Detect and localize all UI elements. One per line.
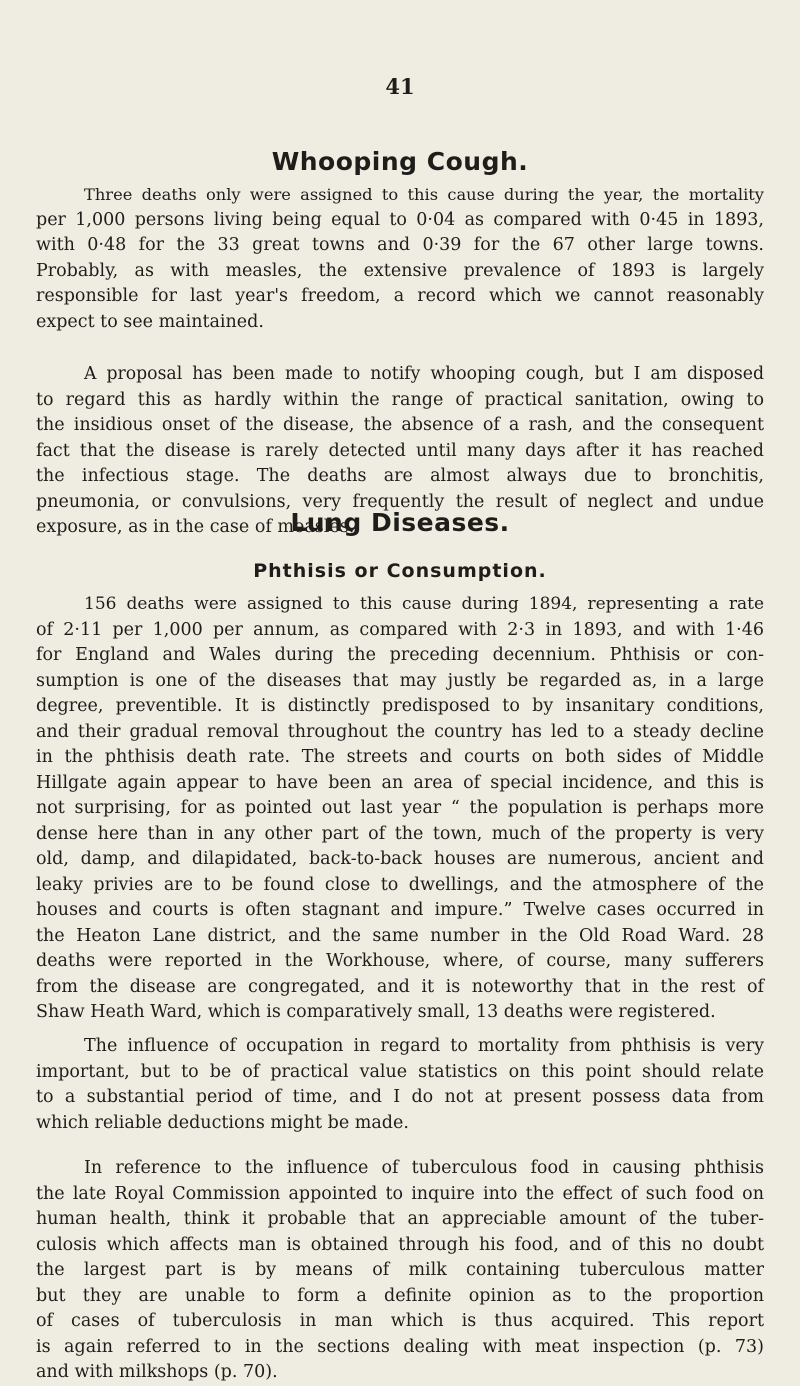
text-line: the insidious onset of the disease, the absence of a rash, and the consequent [36,415,764,435]
text-line: in the phthisis death rate. The streets and courts on both sides of Middle [36,747,764,767]
text-line: fact that the disease is rarely detected until many days after it has reached [36,440,764,461]
text-line: from the disease are congregated, and it is noteworthy that in the rest of [36,976,764,997]
text-line: A proposal has been made to notify whooping cough, but I am disposed [84,364,764,384]
text-line: expect to see maintained. [36,311,264,332]
text-line: old, damp, and dilapidated, back-to-back houses are numerous, ancient and [36,849,764,869]
text-line: Hillgate again appear to have been an area of special incidence, and this is [36,772,764,793]
text-line: the largest part is by means of milk containing tuberculous matter [36,1260,764,1280]
page-number: 41 [385,74,415,99]
text-line: Probably, as with measles, the extensive prevalence of 1893 is largely [36,260,764,281]
text-line: per 1,000 persons living being equal to 0·04 as compared with 0·45 in 1893, [36,209,764,230]
text-line: sumption is one of the diseases that may justly be regarded as, in a large [36,670,764,691]
text-line: human health, think it probable that an appreciable amount of the tuber- [36,1209,764,1229]
heading-whooping-cough: Whooping Cough. [271,147,529,176]
text-line: Three deaths only were assigned to this cause during the year, the mortality [84,185,764,204]
text-line: pneumonia, or convulsions, very frequently the result of neglect and undue [36,491,764,512]
text-line: of 2·11 per 1,000 per annum, as compared with 2·3 in 1893, and with 1·46 [36,619,764,640]
text-line: of cases of tuberculosis in man which is thus acquired. This report [36,1311,764,1331]
paragraph-whooping-1 [36,182,764,335]
text-line: responsible for last year's freedom, a record which we cannot reasonably [36,286,764,306]
text-line: and with milkshops (p. 70). [36,1362,278,1382]
text-line: deaths were reported in the Workhouse, where, of course, many sufferers [36,951,764,971]
text-line: Shaw Heath Ward, which is comparatively small, 13 deaths were registered. [36,1002,716,1022]
text-line: the infectious stage. The deaths are almost always due to bronchitis, [36,466,764,486]
paragraph-phthisis-3 [36,1156,764,1386]
text-line: for England and Wales during the preceding decennium. Phthisis or con- [36,645,764,665]
text-line: dense here than in any other part of the town, much of the property is very [36,823,764,844]
text-line: with 0·48 for the 33 great towns and 0·39 for the 67 other large towns. [36,235,764,255]
text-line: 156 deaths were assigned to this cause during 1894, representing a rate [84,594,764,614]
text-line: which reliable deductions might be made. [36,1112,409,1133]
text-line: exposure, as in the case of measles. [36,517,355,537]
text-line: is again referred to in the sections dealing with meat inspection (p. 73) [36,1336,764,1357]
text-line: the Heaton Lane district, and the same number in the Old Road Ward. 28 [36,925,764,946]
text-line: and their gradual removal throughout the country has led to a steady decline [36,721,764,742]
text-line: the late Royal Commission appointed to inquire into the effect of such food on [36,1183,764,1204]
text-line: not surprising, for as pointed out last year “ the population is perhaps more [36,798,764,818]
paragraph-phthisis-2 [36,1034,764,1136]
text-line: degree, preventible. It is distinctly predisposed to by insanitary conditions, [36,696,764,716]
text-line: but they are unable to form a definite opinion as to the proportion [36,1285,764,1306]
text-line: to regard this as hardly within the range of practical sanitation, owing to [36,389,764,410]
text-line: culosis which affects man is obtained through his food, and of this no doubt [36,1234,764,1255]
text-line: leaky privies are to be found close to dwellings, and the atmosphere of the [36,874,764,895]
text-line: The influence of occupation in regard to mortality from phthisis is very [84,1036,764,1056]
text-line: to a substantial period of time, and I do not at present possess data from [36,1087,764,1107]
paragraph-phthisis-1 [36,592,764,1026]
heading-lung-diseases: Lung Diseases. [290,508,510,537]
text-line: In reference to the influence of tuberculous food in causing phthisis [84,1158,764,1178]
text-line: houses and courts is often stagnant and impure.” Twelve cases occurred in [36,900,764,920]
subheading-phthisis: Phthisis or Consumption. [253,560,547,582]
text-line: important, but to be of practical value statistics on this point should relate [36,1061,764,1082]
